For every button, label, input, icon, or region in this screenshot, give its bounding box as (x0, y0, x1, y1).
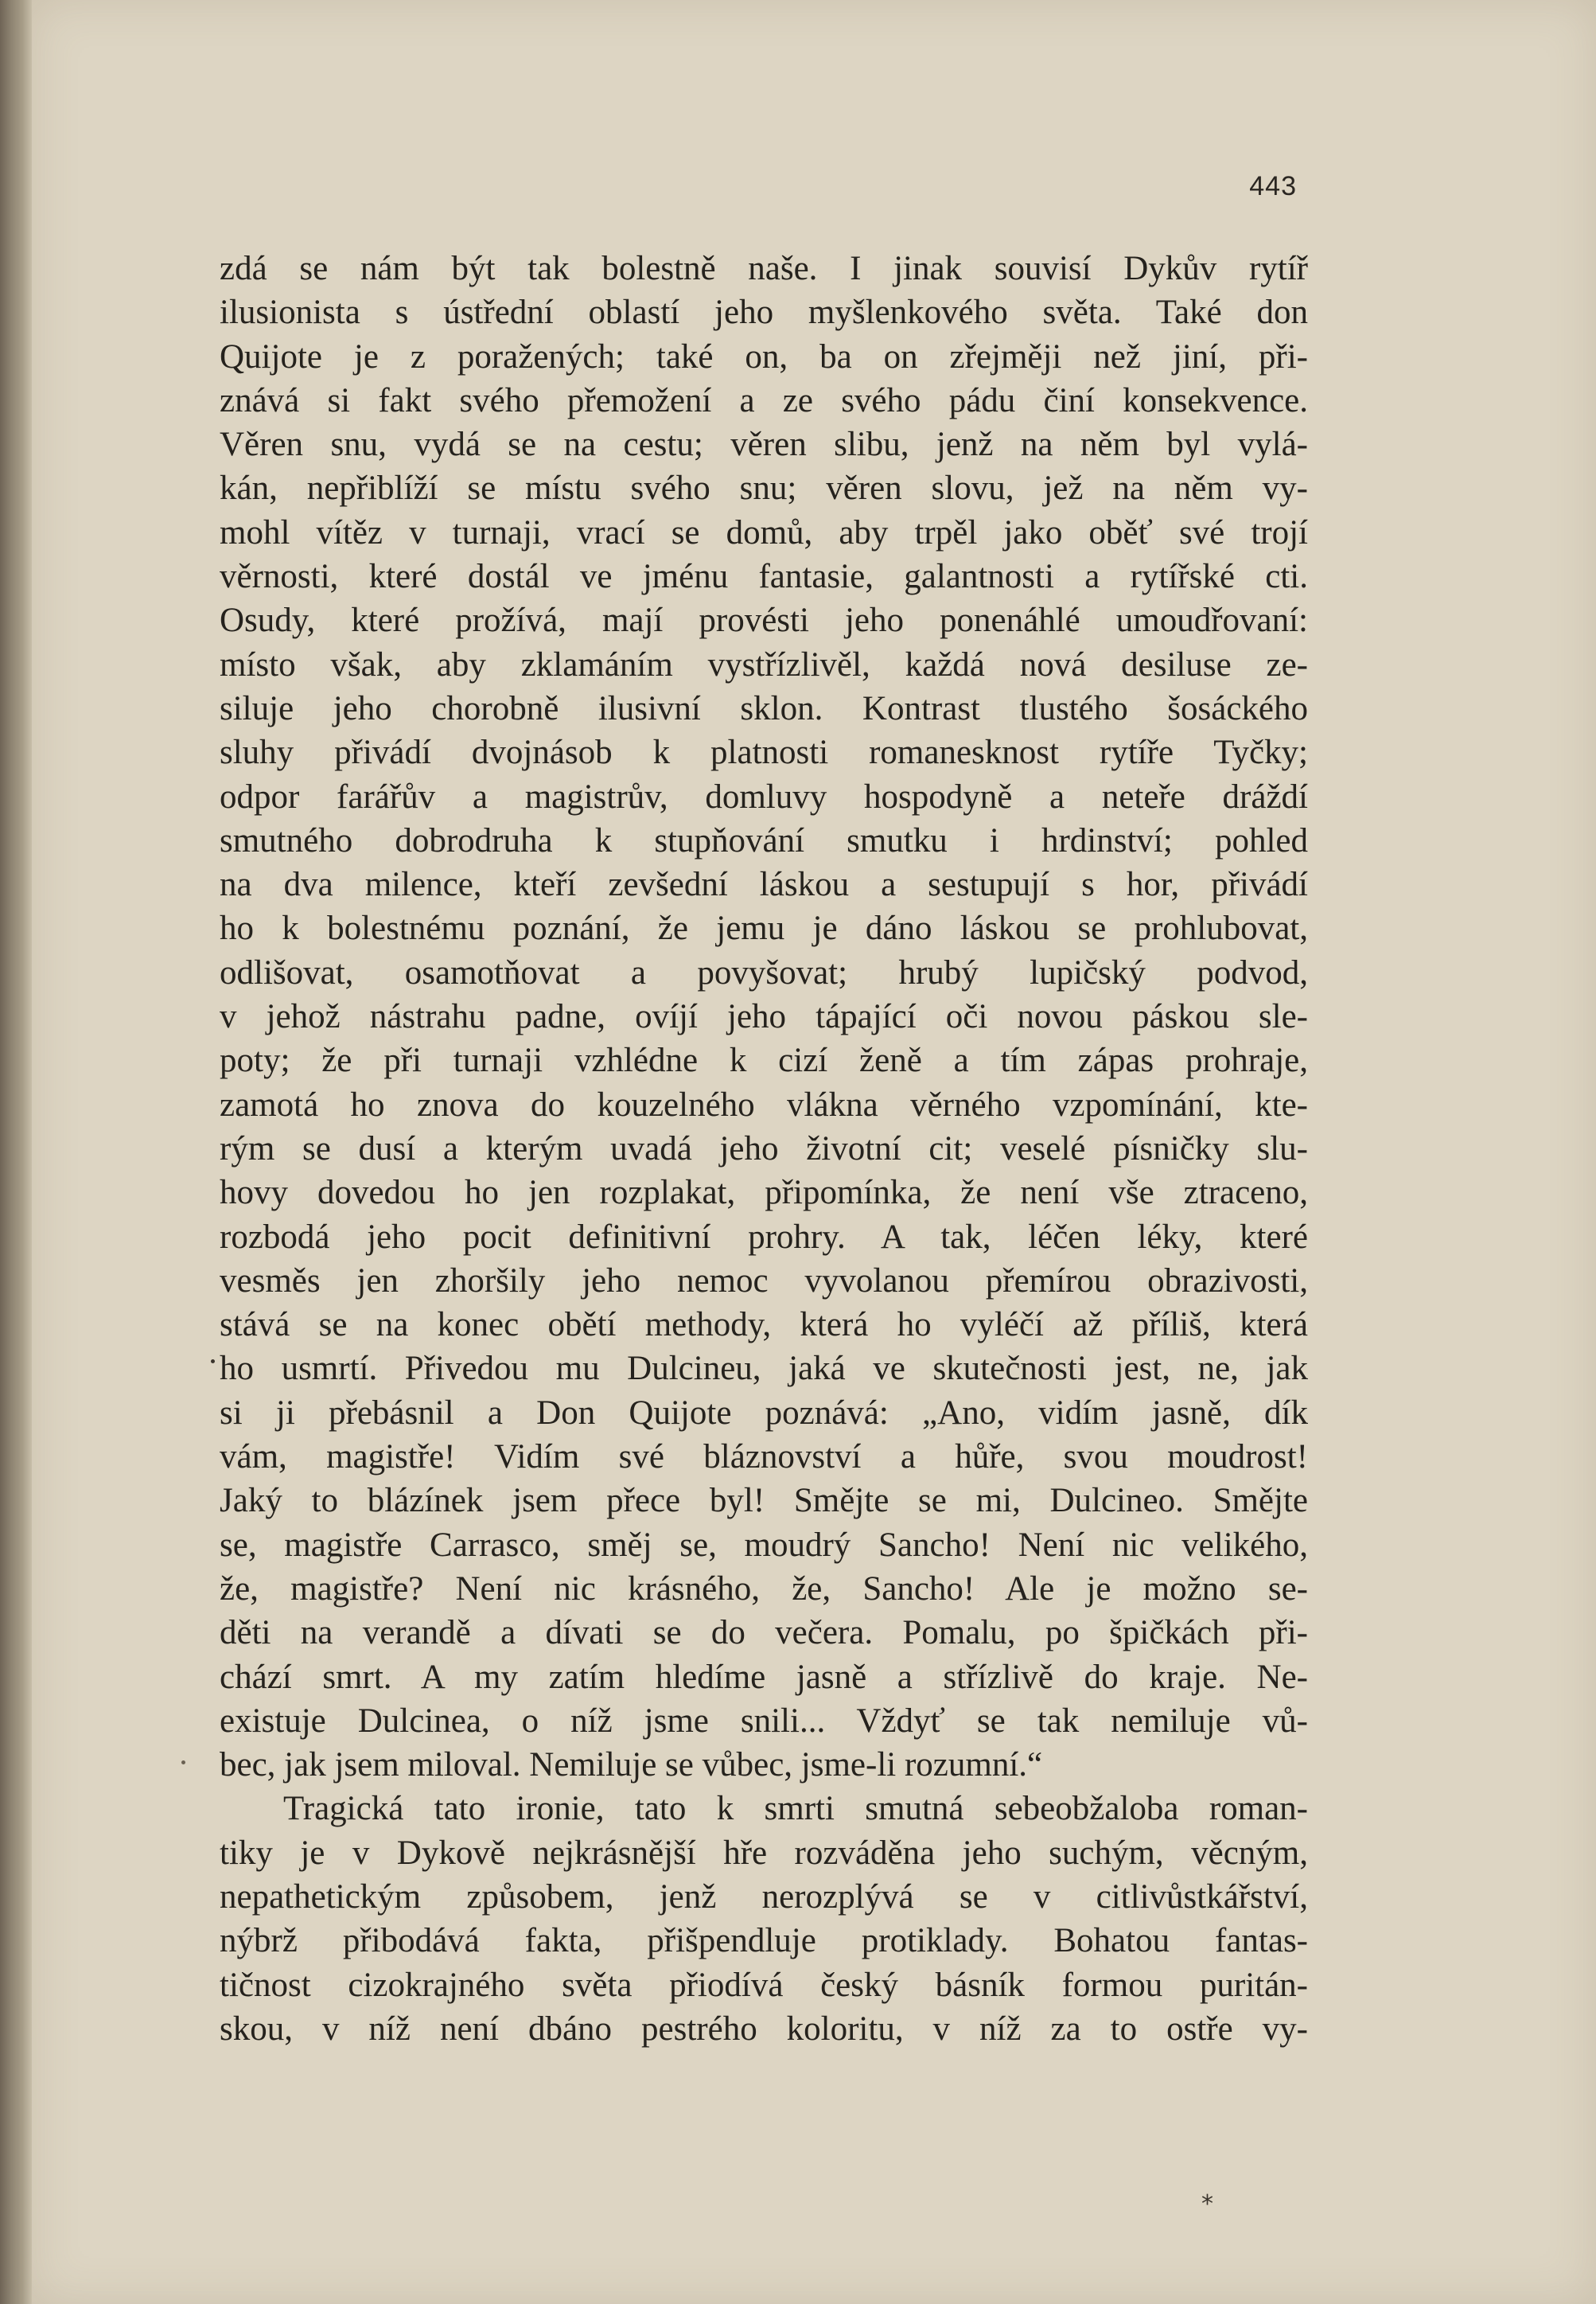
print-speck (211, 1359, 215, 1363)
page-number: 443 (1249, 171, 1297, 201)
text-line: znává si fakt svého přemožení a ze svého pádu činí konsekvence. (220, 381, 1308, 419)
text-line: existuje Dulcinea, o níž jsme snili... Vždyť se tak nemiluje vů- (220, 1702, 1308, 1740)
text-line: nepathetickým způsobem, jenž nerozplývá se v citlivůstkářství, (220, 1877, 1308, 1916)
text-line: skou, v níž není dbáno pestrého koloritu, v níž za to ostře vy- (220, 2010, 1308, 2048)
text-line: ho usmrtí. Přivedou mu Dulcineu, jaká ve skutečnosti jest, ne, jak (220, 1350, 1308, 1388)
text-line: si ji přebásnil a Don Quijote poznává: „Ano, vidím jasně, dík (220, 1394, 1308, 1432)
text-line: rozbodá jeho pocit definitivní prohry. A tak, léčen léky, které (220, 1218, 1308, 1256)
text-line: rým se dusí a kterým uvadá jeho životní cit; veselé písničky slu- (220, 1129, 1308, 1168)
text-line: zdá se nám být tak bolestně naše. I jinak souvisí Dykův rytíř (220, 250, 1308, 287)
text-line: místo však, aby zklamáním vystřízlivěl, každá nová desiluse ze- (220, 645, 1308, 684)
text-line: tiky je v Dykově nejkrásnější hře rozváděna jeho suchým, věcným, (220, 1834, 1308, 1872)
text-line: na dva milence, kteří zevšední láskou a sestupují s hor, přivádí (220, 866, 1308, 904)
text-line: tičnost cizokrajného světa přiodívá český básník formou puritán- (220, 1966, 1308, 2004)
text-line: věrnosti, které dostál ve jménu fantasie, galantnosti a rytířské cti. (220, 558, 1308, 596)
text-line: vám, magistře! Vidím své bláznovství a hůře, svou moudrost! (220, 1438, 1308, 1476)
signature-mark: * (1201, 2190, 1213, 2218)
print-speck (181, 1760, 185, 1764)
text-line: Jaký to blázínek jsem přece byl! Smějte se mi, Dulcineo. Smějte (220, 1482, 1308, 1520)
text-line: v jehož nástrahu padne, ovíjí jeho tápající oči novou páskou sle- (220, 998, 1308, 1036)
text-line: odpor farářův a magistrův, domluvy hospodyně a neteře dráždí (220, 778, 1308, 816)
text-line: poty; že při turnaji vzhlédne k cizí ženě a tím zápas prohraje, (220, 1042, 1308, 1080)
book-spine-shadow (0, 0, 32, 2304)
text-line: kán, nepřiblíží se místu svého snu; věren slovu, jež na něm vy- (220, 470, 1308, 508)
text-line: mohl vítěz v turnaji, vrací se domů, aby trpěl jako oběť své trojí (220, 513, 1308, 552)
text-line: ho k bolestnému poznání, že jemu je dáno láskou se prohlubovat, (220, 910, 1308, 948)
body-text (220, 247, 1308, 2051)
text-line: nýbrž přibodává fakta, přišpendluje protiklady. Bohatou fantas- (220, 1922, 1308, 1960)
text-line: se, magistře Carrasco, směj se, moudrý Sancho! Není nic velikého, (220, 1526, 1308, 1564)
text-line: stává se na konec obětí methody, která ho vyléčí až příliš, která (220, 1306, 1308, 1344)
text-line: hovy dovedou ho jen rozplakat, připomínka, že není vše ztraceno, (220, 1174, 1308, 1212)
text-line: Tragická tato ironie, tato k smrti smutná sebeobžaloba roman- (283, 1790, 1308, 1828)
text-line: že, magistře? Není nic krásného, že, Sancho! Ale je možno se- (220, 1569, 1308, 1608)
text-line: bec, jak jsem miloval. Nemiluje se vůbec, jsme-li rozumní.“ (220, 1746, 1043, 1784)
text-line: Quijote je z poražených; také on, ba on zřejměji než jiní, při- (220, 337, 1308, 376)
text-line: odlišovat, osamotňovat a povyšovat; hrubý lupičský podvod, (220, 953, 1308, 992)
text-line: vesměs jen zhoršily jeho nemoc vyvolanou přemírou obrazivosti, (220, 1261, 1308, 1300)
text-line: Věren snu, vydá se na cestu; věren slibu, jenž na něm byl vylá- (220, 426, 1308, 464)
text-line: sluhy přivádí dvojnásob k platnosti romanesknost rytíře Tyčky; (220, 734, 1308, 772)
text-line: zamotá ho znova do kouzelného vlákna věrného vzpomínání, kte- (220, 1086, 1308, 1124)
text-line: smutného dobrodruha k stupňování smutku i hrdinství; pohled (220, 821, 1308, 860)
text-line: chází smrt. A my zatím hledíme jasně a střízlivě do kraje. Ne- (220, 1658, 1308, 1696)
text-line: Osudy, které prožívá, mají provésti jeho ponenáhlé umoudřovaní: (220, 602, 1308, 640)
text-line: siluje jeho chorobně ilusivní sklon. Kontrast tlustého šosáckého (220, 689, 1308, 727)
text-line: děti na verandě a dívati se do večera. Pomalu, po špičkách při- (220, 1614, 1308, 1652)
text-line: ilusionista s ústřední oblastí jeho myšlenkového světa. Také don (220, 294, 1308, 332)
